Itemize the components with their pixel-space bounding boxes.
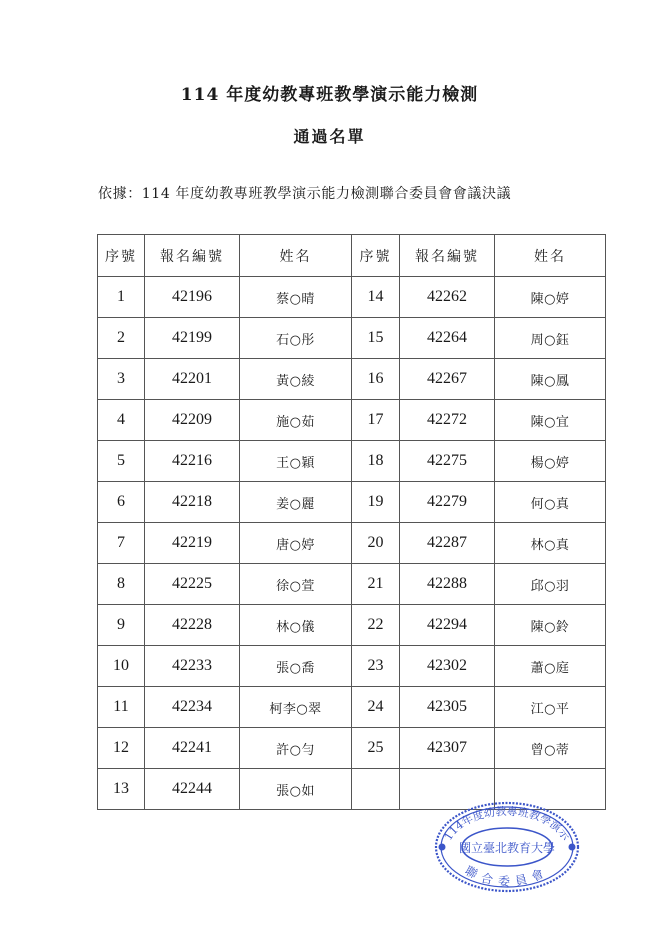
reg-id-cell: 42209 — [145, 400, 240, 441]
name-cell: 江○平 — [495, 687, 606, 728]
name-cell: 蔡○晴 — [240, 277, 352, 318]
name-cell: 張○喬 — [240, 646, 352, 687]
reg-id-cell: 42294 — [400, 605, 495, 646]
table-row — [98, 728, 606, 769]
reg-id-cell: 42287 — [400, 523, 495, 564]
reg-id-cell: 42233 — [145, 646, 240, 687]
name-cell: 唐○婷 — [240, 523, 352, 564]
name-cell: 張○如 — [240, 769, 352, 810]
table-row — [98, 359, 606, 400]
reg-id-cell: 42201 — [145, 359, 240, 400]
name-cell: 曾○蒂 — [495, 728, 606, 769]
seq-cell: 17 — [352, 400, 400, 441]
seq-cell: 9 — [98, 605, 145, 646]
seq-cell: 19 — [352, 482, 400, 523]
name-cell: 周○鈺 — [495, 318, 606, 359]
seq-cell: 7 — [98, 523, 145, 564]
stamp-center-text: 國立臺北教育大學 — [458, 841, 556, 855]
reg-id-cell: 42199 — [145, 318, 240, 359]
name-cell: 姜○麗 — [240, 482, 352, 523]
reg-id-cell: 42262 — [400, 277, 495, 318]
seq-cell — [352, 769, 400, 810]
seq-cell: 5 — [98, 441, 145, 482]
header-seq-left: 序號 — [98, 235, 145, 277]
reg-id-cell: 42267 — [400, 359, 495, 400]
name-cell: 徐○萱 — [240, 564, 352, 605]
seq-cell: 1 — [98, 277, 145, 318]
table-row — [98, 482, 606, 523]
seq-cell: 13 — [98, 769, 145, 810]
name-cell: 陳○鳳 — [495, 359, 606, 400]
table-row — [98, 318, 606, 359]
reg-id-cell: 42288 — [400, 564, 495, 605]
reg-id-cell: 42219 — [145, 523, 240, 564]
seq-cell: 22 — [352, 605, 400, 646]
seq-cell: 6 — [98, 482, 145, 523]
stamp-outer-bottom-text: 聯合委員會 — [462, 863, 552, 889]
svg-text:114年度幼教專班教學演示 — [442, 804, 573, 844]
seq-cell: 3 — [98, 359, 145, 400]
name-cell: 楊○婷 — [495, 441, 606, 482]
name-cell: 王○穎 — [240, 441, 352, 482]
stamp-outer-top-text: 114年度幼教專班教學演示 — [441, 804, 573, 843]
reg-id-cell: 42279 — [400, 482, 495, 523]
basis-statement: 依據：114 年度幼教專班教學演示能力檢測聯合委員會會議決議 — [98, 186, 512, 202]
reg-id-cell: 42234 — [145, 687, 240, 728]
header-reg-id-left: 報名編號 — [145, 235, 240, 277]
seq-cell: 20 — [352, 523, 400, 564]
table-row — [98, 523, 606, 564]
header-reg-id-right: 報名編號 — [400, 235, 495, 277]
reg-id-cell: 42225 — [145, 564, 240, 605]
seq-cell: 4 — [98, 400, 145, 441]
header-seq-right: 序號 — [352, 235, 400, 277]
seq-cell: 21 — [352, 564, 400, 605]
table-row — [98, 605, 606, 646]
header-name-right: 姓名 — [495, 235, 606, 277]
name-cell: 石○彤 — [240, 318, 352, 359]
seq-cell: 24 — [352, 687, 400, 728]
table-row — [98, 687, 606, 728]
document-title: 114 年度幼教專班教學演示能力檢測 — [180, 85, 479, 105]
reg-id-cell: 42244 — [145, 769, 240, 810]
name-cell: 陳○鈴 — [495, 605, 606, 646]
seq-cell: 8 — [98, 564, 145, 605]
reg-id-cell: 42218 — [145, 482, 240, 523]
reg-id-cell: 42196 — [145, 277, 240, 318]
name-cell: 黃○綾 — [240, 359, 352, 400]
reg-id-cell: 42216 — [145, 441, 240, 482]
name-cell: 柯李○翠 — [240, 687, 352, 728]
seq-cell: 12 — [98, 728, 145, 769]
seq-cell: 16 — [352, 359, 400, 400]
seq-cell: 14 — [352, 277, 400, 318]
table-row — [98, 441, 606, 482]
name-cell: 蕭○庭 — [495, 646, 606, 687]
table-header-row — [98, 235, 606, 277]
header-name-left: 姓名 — [240, 235, 352, 277]
table-row — [98, 564, 606, 605]
reg-id-cell: 42264 — [400, 318, 495, 359]
seq-cell: 2 — [98, 318, 145, 359]
name-cell: 許○勻 — [240, 728, 352, 769]
reg-id-cell: 42275 — [400, 441, 495, 482]
document-subtitle: 通過名單 — [293, 127, 366, 146]
seq-cell: 18 — [352, 441, 400, 482]
table-row — [98, 646, 606, 687]
table-row — [98, 277, 606, 318]
reg-id-cell: 42228 — [145, 605, 240, 646]
name-cell: 何○真 — [495, 482, 606, 523]
name-cell: 邱○羽 — [495, 564, 606, 605]
name-cell: 陳○宜 — [495, 400, 606, 441]
reg-id-cell: 42272 — [400, 400, 495, 441]
reg-id-cell: 42302 — [400, 646, 495, 687]
reg-id-cell: 42305 — [400, 687, 495, 728]
name-cell: 陳○婷 — [495, 277, 606, 318]
reg-id-cell: 42307 — [400, 728, 495, 769]
seq-cell: 25 — [352, 728, 400, 769]
seq-cell: 23 — [352, 646, 400, 687]
name-cell: 林○真 — [495, 523, 606, 564]
seq-cell: 10 — [98, 646, 145, 687]
seq-cell: 11 — [98, 687, 145, 728]
name-cell: 林○儀 — [240, 605, 352, 646]
reg-id-cell: 42241 — [145, 728, 240, 769]
pass-list-table — [97, 234, 606, 810]
table-row — [98, 400, 606, 441]
seq-cell: 15 — [352, 318, 400, 359]
name-cell: 施○茹 — [240, 400, 352, 441]
committee-seal-stamp — [432, 797, 582, 897]
